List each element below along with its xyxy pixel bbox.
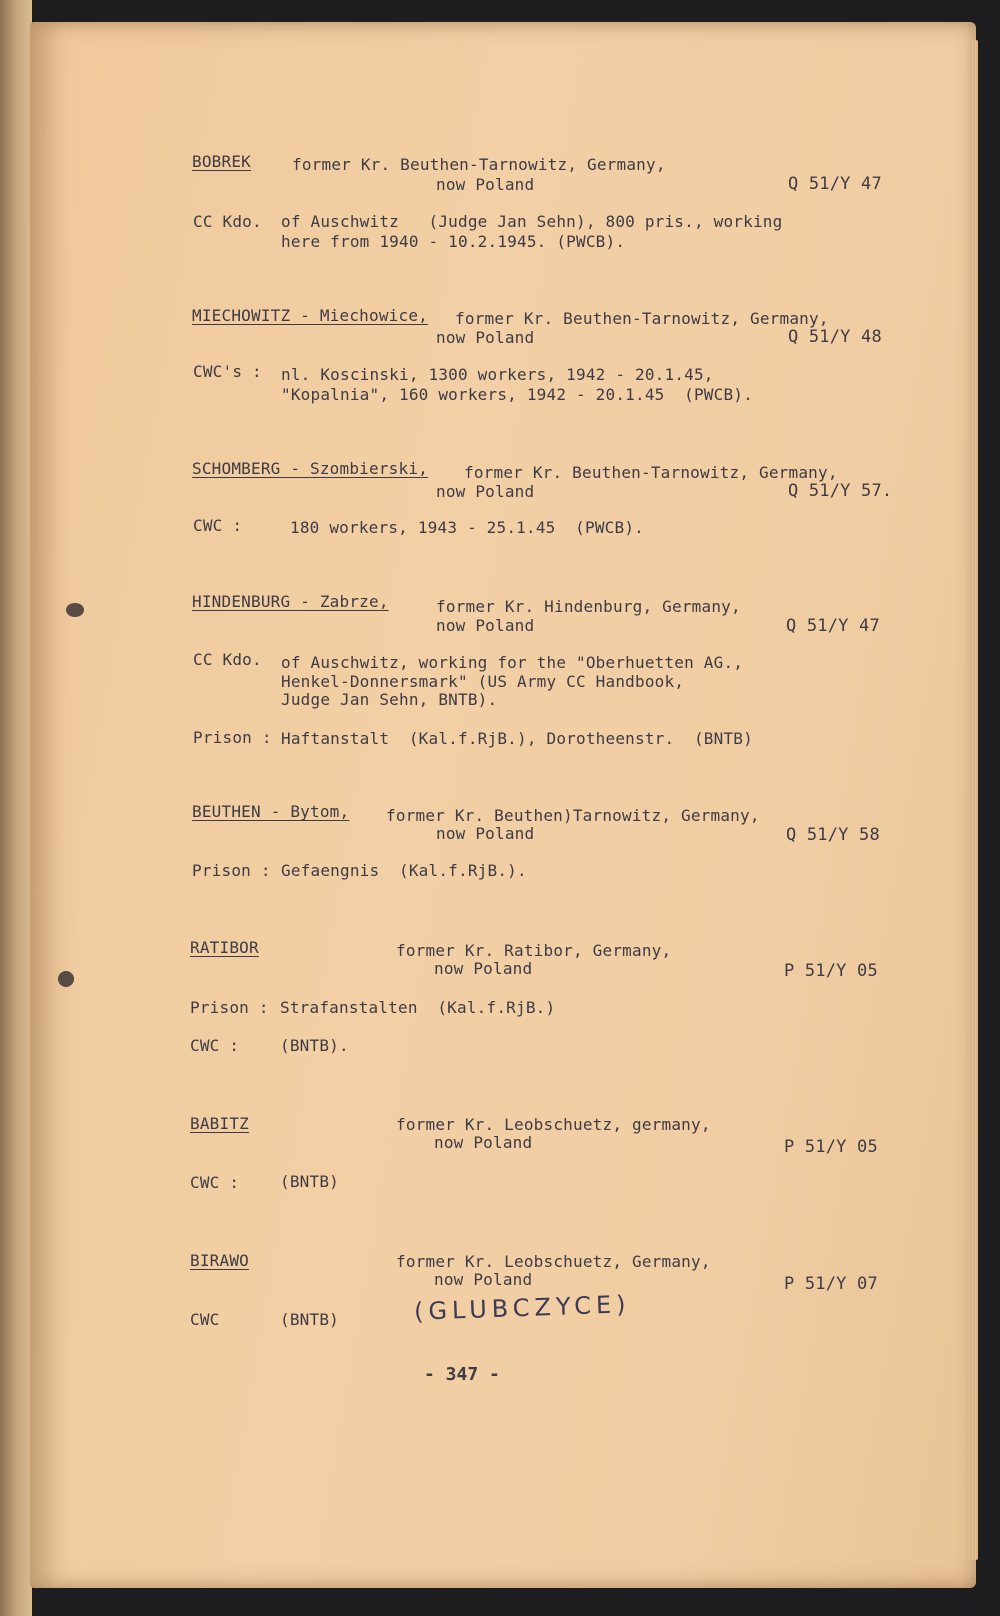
entry-place: BIRAWO	[190, 1251, 249, 1270]
entry-detail-label: Prison :	[192, 861, 271, 880]
entry-place: BOBREK	[192, 152, 251, 171]
entry-detail-line: here from 1940 - 10.2.1945. (PWCB).	[281, 232, 626, 251]
entry-detail-line: nl. Koscinski, 1300 workers, 1942 - 20.1.45,	[281, 365, 714, 384]
entry-former-location: former Kr. Hindenburg, Germany,	[436, 597, 741, 616]
entry-current-country: now Poland	[436, 616, 535, 635]
entry-detail-line: of Auschwitz, working for the "Oberhuetten AG.,	[281, 653, 744, 672]
entry-former-location: former Kr. Ratibor, Germany,	[396, 941, 672, 960]
entry-former-location: former Kr. Leobschuetz, Germany,	[396, 1252, 711, 1271]
entry-current-country: now Poland	[436, 175, 535, 194]
entry-former-location: former Kr. Beuthen-Tarnowitz, Germany,	[464, 463, 838, 482]
entry-reference-code: Q 51/Y 57.	[788, 481, 893, 501]
entry-detail-line: "Kopalnia", 160 workers, 1942 - 20.1.45 (PWCB).	[281, 385, 753, 404]
entry-former-location: former Kr. Beuthen-Tarnowitz, Germany,	[292, 155, 666, 174]
entry-reference-code: Q 51/Y 47	[786, 616, 880, 636]
entry-detail-label: CWC	[190, 1310, 220, 1329]
entry-detail-line: Haftanstalt (Kal.f.RjB.), Dorotheenstr. (BNTB)	[281, 729, 753, 748]
entry-current-country: now Poland	[436, 328, 535, 347]
entry-reference-code: P 51/Y 05	[784, 1137, 878, 1157]
entry-detail-line: 180 workers, 1943 - 25.1.45 (PWCB).	[290, 518, 644, 537]
entry-place: SCHOMBERG - Szombierski,	[192, 459, 428, 478]
entry-detail-line: of Auschwitz (Judge Jan Sehn), 800 pris., working	[281, 212, 783, 231]
entry-detail-line: (BNTB)	[280, 1172, 339, 1191]
page-number: - 347 -	[424, 1364, 500, 1385]
entry-detail-label: Prison :	[193, 728, 272, 747]
entry-reference-code: Q 51/Y 58	[786, 825, 880, 845]
binding-hole	[58, 971, 74, 987]
entry-detail-label: Prison :	[190, 998, 269, 1017]
entry-current-country: now Poland	[434, 1133, 533, 1152]
entry-place: MIECHOWITZ - Miechowice,	[192, 306, 428, 325]
entry-detail-label: CWC :	[190, 1036, 240, 1055]
page-stack-edge	[968, 40, 978, 1560]
binding-hole	[66, 603, 84, 617]
facing-page-edge	[0, 0, 32, 1616]
entry-current-country: now Poland	[434, 959, 533, 978]
document-page	[30, 22, 976, 1588]
entry-reference-code: P 51/Y 07	[784, 1274, 878, 1294]
entry-detail-line: (BNTB).	[280, 1036, 349, 1055]
entry-current-country: now Poland	[436, 482, 535, 501]
entry-current-country: now Poland	[436, 824, 535, 843]
entry-detail-line: Gefaengnis (Kal.f.RjB.).	[281, 861, 527, 880]
entry-reference-code: Q 51/Y 47	[788, 174, 882, 194]
entry-former-location: former Kr. Beuthen-Tarnowitz, Germany,	[455, 309, 829, 328]
entry-reference-code: P 51/Y 05	[784, 961, 878, 981]
entry-place: BEUTHEN - Bytom,	[192, 802, 350, 821]
entry-detail-label: CWC :	[190, 1173, 240, 1192]
entry-detail-label: CC Kdo.	[193, 650, 262, 669]
entry-detail-line: (BNTB)	[280, 1310, 339, 1329]
entry-detail-label: CWC's :	[193, 362, 262, 381]
entry-place: BABITZ	[190, 1114, 249, 1133]
handwritten-annotation: (GLUBCZYCE)	[413, 1290, 632, 1326]
entry-detail-line: Strafanstalten (Kal.f.RjB.)	[280, 998, 556, 1017]
entry-detail-label: CWC :	[193, 516, 243, 535]
entry-reference-code: Q 51/Y 48	[788, 327, 882, 347]
entry-current-country: now Poland	[434, 1270, 533, 1289]
entry-former-location: former Kr. Beuthen)Tarnowitz, Germany,	[386, 806, 760, 825]
entry-place: RATIBOR	[190, 938, 259, 957]
entry-detail-label: CC Kdo.	[193, 212, 262, 231]
entry-former-location: former Kr. Leobschuetz, germany,	[396, 1115, 711, 1134]
entry-place: HINDENBURG - Zabrze,	[192, 592, 389, 611]
entry-detail-line: Henkel-Donnersmark" (US Army CC Handbook,	[281, 672, 685, 691]
entry-detail-line: Judge Jan Sehn, BNTB).	[281, 690, 498, 709]
